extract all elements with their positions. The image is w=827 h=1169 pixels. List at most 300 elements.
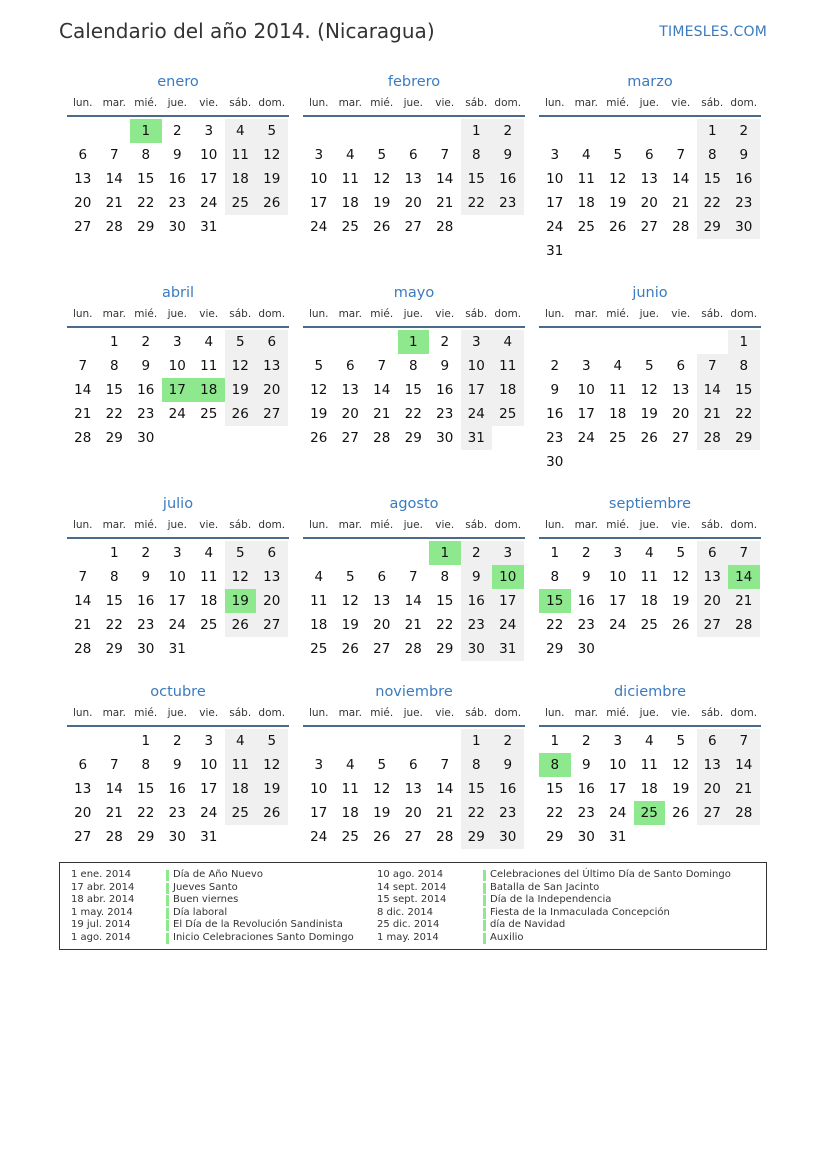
day-cell: 13 (256, 565, 288, 589)
day-cell: 18 (640, 593, 658, 609)
month-diciembre (539, 681, 761, 871)
day-cell: 3 (461, 330, 493, 354)
day-cell: 16 (492, 777, 524, 801)
weekday-label: lun. (308, 519, 329, 531)
day-cell: 29 (137, 219, 155, 235)
day-cell: 21 (74, 406, 92, 422)
day-cell: 1 (461, 729, 493, 753)
day-cell: 27 (74, 219, 92, 235)
legend-marker (166, 870, 169, 881)
day-cell: 6 (644, 147, 654, 163)
day-cell: 13 (697, 565, 729, 589)
day-cell: 30 (728, 215, 760, 239)
day-cell: 15 (728, 378, 760, 402)
legend-date: 17 abr. 2014 (71, 881, 135, 893)
day-cell: 3 (550, 147, 560, 163)
day-cell: 3 (581, 358, 591, 374)
day-cell: 21 (728, 589, 760, 613)
legend-date: 18 abr. 2014 (71, 894, 135, 905)
day-cell: 18 (341, 805, 359, 821)
day-cell: 17 (577, 406, 595, 422)
day-cell: 11 (577, 171, 595, 187)
day-cell: 18 (640, 781, 658, 797)
day-cell: 18 (492, 378, 524, 402)
day-cell: 14 (373, 382, 391, 398)
day-cell: 17 (461, 378, 493, 402)
day-cell: 29 (404, 430, 422, 446)
day-cell: 28 (728, 613, 760, 637)
day-cell: 13 (672, 382, 690, 398)
day-cell: 9 (550, 382, 560, 398)
day-cell: 5 (613, 147, 623, 163)
weekday-label: mié. (134, 97, 158, 109)
day-cell: 27 (404, 829, 422, 845)
weekday-label: jue. (639, 707, 659, 719)
day-cell: 10 (461, 354, 493, 378)
day-cell: 10 (546, 171, 564, 187)
day-cell: 21 (697, 402, 729, 426)
day-cell: 10 (609, 757, 627, 773)
day-cell: 2 (581, 545, 591, 561)
day-cell: 29 (728, 426, 760, 450)
day-cell: 26 (256, 801, 288, 825)
month-noviembre (303, 681, 525, 871)
day-cell: 12 (256, 143, 288, 167)
day-cell: 14 (105, 781, 123, 797)
weekday-label: vie. (671, 519, 691, 531)
month-name: abril (161, 285, 195, 301)
day-cell: 5 (314, 358, 324, 374)
day-cell: 11 (341, 171, 359, 187)
day-cell: 9 (141, 358, 151, 374)
day-cell: 25 (577, 219, 595, 235)
day-cell: 29 (697, 215, 729, 239)
day-cell: 25 (609, 430, 627, 446)
day-cell: 24 (609, 617, 627, 633)
day-cell: 26 (341, 641, 359, 657)
day-cell: 28 (404, 641, 422, 657)
weekday-label: lun. (72, 97, 93, 109)
day-cell: 25 (225, 191, 257, 215)
day-cell: 30 (492, 825, 524, 849)
holiday-day-cell: 1 (429, 541, 461, 565)
day-cell: 19 (256, 777, 288, 801)
day-cell: 21 (672, 195, 690, 211)
day-cell: 9 (581, 569, 591, 585)
day-cell: 13 (404, 171, 422, 187)
weekday-label: mar. (574, 308, 598, 320)
day-cell: 29 (436, 641, 454, 657)
day-cell: 8 (440, 569, 450, 585)
day-cell: 31 (492, 637, 524, 661)
day-cell: 7 (78, 358, 88, 374)
day-cell: 27 (256, 402, 288, 426)
weekday-label: dom. (730, 707, 758, 719)
legend-holiday-name: Fiesta de la Inmaculada Concepción (490, 906, 670, 918)
day-cell: 28 (74, 430, 92, 446)
day-cell: 6 (676, 358, 686, 374)
weekday-label: vie. (671, 707, 691, 719)
weekday-header (67, 515, 289, 539)
weekday-label: jue. (403, 308, 423, 320)
weekday-label: vie. (435, 97, 455, 109)
day-cell: 7 (109, 147, 119, 163)
day-cell: 6 (408, 147, 418, 163)
day-cell: 23 (168, 805, 186, 821)
day-cell: 27 (256, 613, 288, 637)
day-cell: 22 (105, 617, 123, 633)
weekday-label: jue. (167, 519, 187, 531)
day-cell: 17 (200, 171, 218, 187)
day-cell: 13 (341, 382, 359, 398)
day-cell: 15 (105, 382, 123, 398)
month-name: agosto (389, 496, 439, 512)
day-cell: 12 (640, 382, 658, 398)
day-cell: 3 (613, 733, 623, 749)
day-cell: 21 (436, 805, 454, 821)
day-cell: 4 (225, 729, 257, 753)
day-cell: 14 (436, 781, 454, 797)
day-cell: 15 (461, 167, 493, 191)
legend-marker (166, 908, 169, 919)
legend-marker (166, 933, 169, 944)
month-junio (539, 282, 761, 472)
day-cell: 8 (728, 354, 760, 378)
day-cell: 28 (74, 641, 92, 657)
day-cell: 5 (256, 119, 288, 143)
day-cell: 19 (256, 167, 288, 191)
day-cell: 20 (697, 589, 729, 613)
day-cell: 8 (461, 143, 493, 167)
day-cell: 24 (310, 219, 328, 235)
day-cell: 27 (74, 829, 92, 845)
day-cell: 30 (546, 454, 564, 470)
day-cell: 15 (137, 171, 155, 187)
day-cell: 17 (310, 195, 328, 211)
legend-holiday-name: Batalla de San Jacinto (490, 881, 600, 893)
day-cell: 13 (404, 781, 422, 797)
weekday-label: lun. (308, 308, 329, 320)
weekday-label: sáb. (229, 519, 252, 531)
day-cell: 24 (200, 805, 218, 821)
weekday-header (539, 93, 761, 117)
day-cell: 21 (74, 617, 92, 633)
day-cell: 25 (492, 402, 524, 426)
day-cell: 24 (200, 195, 218, 211)
month-mayo (303, 282, 525, 472)
day-cell: 26 (310, 430, 328, 446)
day-cell: 24 (168, 406, 186, 422)
day-cell: 13 (697, 753, 729, 777)
day-cell: 24 (546, 219, 564, 235)
day-cell: 17 (168, 593, 186, 609)
weekday-label: jue. (639, 308, 659, 320)
day-cell: 10 (310, 781, 328, 797)
day-cell: 31 (461, 426, 493, 450)
legend-holiday-name: El Día de la Revolución Sandinista (173, 919, 343, 930)
weekday-header (303, 703, 525, 727)
day-cell: 31 (168, 641, 186, 657)
day-cell: 9 (581, 757, 591, 773)
day-cell: 16 (546, 406, 564, 422)
day-cell: 6 (78, 147, 88, 163)
day-cell: 7 (728, 541, 760, 565)
day-cell: 2 (141, 545, 151, 561)
weekday-label: sáb. (465, 707, 488, 719)
day-cell: 11 (341, 781, 359, 797)
weekday-label: mié. (606, 308, 630, 320)
legend-date: 1 ago. 2014 (71, 931, 131, 943)
weekday-label: dom. (730, 97, 758, 109)
day-cell: 23 (546, 430, 564, 446)
day-cell: 4 (345, 757, 355, 773)
day-cell: 4 (204, 545, 214, 561)
day-cell: 22 (697, 191, 729, 215)
day-cell: 15 (461, 777, 493, 801)
day-cell: 1 (550, 733, 560, 749)
weekday-label: mar. (338, 97, 362, 109)
day-cell: 3 (492, 541, 524, 565)
day-cell: 8 (461, 753, 493, 777)
day-cell: 13 (74, 781, 92, 797)
day-cell: 1 (461, 119, 493, 143)
day-cell: 11 (225, 753, 257, 777)
day-cell: 25 (200, 617, 218, 633)
day-cell: 20 (672, 406, 690, 422)
weekday-label: mié. (370, 97, 394, 109)
day-cell: 11 (609, 382, 627, 398)
day-cell: 13 (74, 171, 92, 187)
day-cell: 23 (137, 406, 155, 422)
day-cell: 2 (492, 729, 524, 753)
weekday-label: lun. (544, 707, 565, 719)
day-cell: 27 (672, 430, 690, 446)
legend-holiday-name: Día laboral (173, 906, 228, 918)
day-cell: 5 (345, 569, 355, 585)
day-cell: 14 (697, 378, 729, 402)
day-cell: 30 (577, 641, 595, 657)
day-cell: 16 (168, 781, 186, 797)
day-cell: 28 (105, 219, 123, 235)
day-cell: 13 (256, 354, 288, 378)
day-cell: 22 (436, 617, 454, 633)
day-cell: 23 (492, 191, 524, 215)
weekday-label: mié. (134, 707, 158, 719)
weekday-header (67, 304, 289, 328)
day-cell: 17 (609, 781, 627, 797)
day-cell: 28 (436, 219, 454, 235)
day-cell: 11 (310, 593, 328, 609)
day-cell: 18 (341, 195, 359, 211)
holiday-day-cell: 1 (130, 119, 162, 143)
day-cell: 12 (310, 382, 328, 398)
weekday-label: dom. (258, 308, 286, 320)
day-cell: 23 (577, 617, 595, 633)
day-cell: 19 (225, 378, 257, 402)
weekday-label: lun. (544, 97, 565, 109)
day-cell: 1 (697, 119, 729, 143)
day-cell: 14 (105, 171, 123, 187)
day-cell: 26 (672, 805, 690, 821)
holiday-day-cell: 17 (162, 378, 194, 402)
month-name: mayo (393, 285, 435, 301)
weekday-label: dom. (494, 519, 522, 531)
day-cell: 9 (728, 143, 760, 167)
day-cell: 15 (404, 382, 422, 398)
day-cell: 2 (581, 733, 591, 749)
day-cell: 6 (256, 541, 288, 565)
weekday-label: vie. (199, 97, 219, 109)
day-cell: 9 (172, 147, 182, 163)
weekday-header (539, 304, 761, 328)
day-cell: 4 (492, 330, 524, 354)
day-cell: 5 (676, 733, 686, 749)
weekday-label: mié. (370, 707, 394, 719)
day-cell: 18 (609, 406, 627, 422)
day-cell: 4 (204, 334, 214, 350)
day-cell: 28 (105, 829, 123, 845)
day-cell: 31 (546, 243, 564, 259)
day-cell: 11 (492, 354, 524, 378)
day-cell: 15 (546, 781, 564, 797)
weekday-header (303, 93, 525, 117)
day-cell: 7 (676, 147, 686, 163)
day-cell: 10 (200, 147, 218, 163)
weekday-label: lun. (72, 308, 93, 320)
day-cell: 16 (492, 167, 524, 191)
day-cell: 4 (644, 545, 654, 561)
day-cell: 8 (408, 358, 418, 374)
day-cell: 21 (404, 617, 422, 633)
day-cell: 16 (436, 382, 454, 398)
day-cell: 29 (546, 829, 564, 845)
day-cell: 22 (137, 805, 155, 821)
weekday-label: sáb. (229, 707, 252, 719)
weekday-label: mié. (134, 308, 158, 320)
holiday-day-cell: 19 (225, 589, 257, 613)
weekday-label: sáb. (701, 308, 724, 320)
weekday-label: mar. (102, 707, 126, 719)
day-cell: 24 (168, 617, 186, 633)
day-cell: 30 (137, 430, 155, 446)
day-cell: 30 (436, 430, 454, 446)
weekday-label: mié. (606, 519, 630, 531)
weekday-label: sáb. (229, 308, 252, 320)
day-cell: 22 (461, 191, 493, 215)
day-cell: 11 (640, 569, 658, 585)
day-cell: 25 (341, 829, 359, 845)
day-cell: 12 (609, 171, 627, 187)
day-cell: 16 (137, 593, 155, 609)
day-cell: 3 (314, 757, 324, 773)
day-cell: 18 (225, 167, 257, 191)
day-cell: 9 (440, 358, 450, 374)
weekday-header (539, 515, 761, 539)
day-cell: 26 (225, 402, 257, 426)
day-cell: 30 (461, 637, 493, 661)
day-cell: 31 (609, 829, 627, 845)
month-name: diciembre (613, 684, 687, 700)
month-febrero (303, 71, 525, 261)
day-cell: 30 (168, 219, 186, 235)
day-cell: 20 (640, 195, 658, 211)
holiday-day-cell: 1 (398, 330, 430, 354)
month-name: enero (157, 74, 199, 90)
day-cell: 20 (404, 805, 422, 821)
month-name: marzo (627, 74, 673, 90)
day-cell: 7 (377, 358, 387, 374)
weekday-header (303, 515, 525, 539)
brand-logo[interactable]: TIMESLES.COM (659, 24, 767, 40)
weekday-label: sáb. (465, 519, 488, 531)
day-cell: 13 (373, 593, 391, 609)
weekday-label: jue. (167, 308, 187, 320)
day-cell: 5 (644, 358, 654, 374)
day-cell: 12 (225, 565, 257, 589)
month-name: septiembre (608, 496, 692, 512)
day-cell: 25 (341, 219, 359, 235)
holiday-day-cell: 8 (539, 753, 571, 777)
weekday-header (539, 703, 761, 727)
legend-holiday-name: Auxilio (490, 931, 524, 943)
day-cell: 7 (408, 569, 418, 585)
weekday-label: jue. (167, 707, 187, 719)
day-cell: 14 (404, 593, 422, 609)
weekday-label: dom. (494, 97, 522, 109)
day-cell: 22 (546, 805, 564, 821)
day-cell: 20 (74, 805, 92, 821)
day-cell: 19 (373, 805, 391, 821)
day-cell: 27 (341, 430, 359, 446)
day-cell: 17 (310, 805, 328, 821)
day-cell: 12 (256, 753, 288, 777)
day-cell: 29 (461, 825, 493, 849)
day-cell: 18 (200, 593, 218, 609)
weekday-label: dom. (258, 97, 286, 109)
weekday-header (67, 703, 289, 727)
day-cell: 3 (204, 733, 214, 749)
legend-date: 1 may. 2014 (71, 906, 133, 918)
day-cell: 25 (310, 641, 328, 657)
weekday-label: mar. (338, 308, 362, 320)
day-cell: 26 (225, 613, 257, 637)
day-cell: 21 (728, 777, 760, 801)
day-cell: 20 (697, 777, 729, 801)
page-title: Calendario del año 2014. (Nicaragua) (59, 19, 435, 43)
day-cell: 17 (609, 593, 627, 609)
weekday-label: vie. (671, 97, 691, 109)
day-cell: 5 (225, 541, 257, 565)
day-cell: 11 (225, 143, 257, 167)
weekday-label: vie. (435, 308, 455, 320)
day-cell: 29 (137, 829, 155, 845)
day-cell: 30 (137, 641, 155, 657)
day-cell: 15 (697, 167, 729, 191)
day-cell: 23 (168, 195, 186, 211)
day-cell: 28 (728, 801, 760, 825)
day-cell: 25 (225, 801, 257, 825)
weekday-label: sáb. (465, 97, 488, 109)
weekday-label: vie. (199, 308, 219, 320)
day-cell: 23 (492, 801, 524, 825)
legend-marker (166, 920, 169, 931)
day-cell: 12 (225, 354, 257, 378)
day-cell: 14 (728, 753, 760, 777)
legend-date: 1 ene. 2014 (71, 869, 131, 880)
day-cell: 22 (728, 402, 760, 426)
weekday-label: jue. (639, 519, 659, 531)
weekday-label: lun. (308, 97, 329, 109)
